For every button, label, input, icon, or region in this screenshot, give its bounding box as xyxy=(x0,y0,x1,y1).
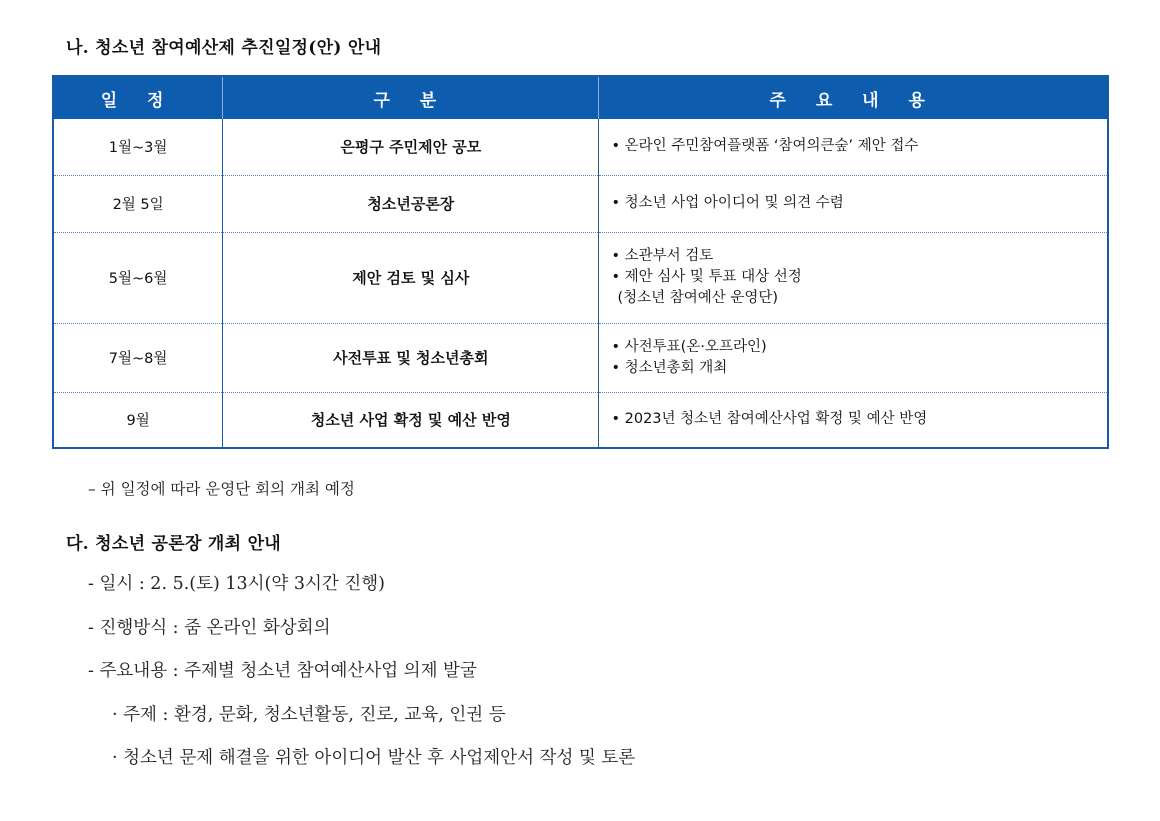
forum-item-datetime: - 일시 : 2. 5.(토) 13시(약 3시간 진행) xyxy=(88,574,385,594)
table-row xyxy=(53,232,1108,323)
row-date: 5월~6월 xyxy=(108,271,168,287)
forum-subitem-activity: · 청소년 문제 해결을 위한 아이디어 발산 후 사업제안서 작성 및 토론 xyxy=(112,748,636,768)
row-date: 2월 5일 xyxy=(112,197,164,213)
content-line: • 2023년 청소년 참여예산사업 확정 및 예산 반영 xyxy=(611,411,928,428)
row-date: 1월~3월 xyxy=(108,140,168,157)
content-line: • 청소년 사업 아이디어 및 의견 수렴 xyxy=(611,195,844,211)
section-title-schedule: 나. 청소년 참여예산제 추진일정(안) 안내 xyxy=(66,38,382,58)
row-date: 9월 xyxy=(126,413,150,430)
header-category: 구 분 xyxy=(223,76,599,119)
row-category: 사전투표 및 청소년총회 xyxy=(223,323,599,392)
table-row xyxy=(53,175,1108,232)
content-line: • 청소년총회 개최 xyxy=(611,359,728,376)
row-contents xyxy=(599,232,1108,323)
row-category: 은평구 주민제안 공모 xyxy=(223,119,599,175)
table-row xyxy=(53,323,1108,392)
row-category: 제안 검토 및 심사 xyxy=(223,232,599,323)
forum-item-contents: - 주요내용 : 주제별 청소년 참여예산사업 의제 발굴 xyxy=(88,661,477,681)
header-schedule: 일 정 xyxy=(53,76,223,119)
row-contents xyxy=(599,323,1108,392)
row-contents xyxy=(599,119,1108,175)
content-line: • 사전투표(온·오프라인) xyxy=(611,338,767,355)
schedule-note: – 위 일정에 따라 운영단 회의 개최 예정 xyxy=(88,480,355,498)
header-contents: 주 요 내 용 xyxy=(599,76,1108,119)
content-line: • 온라인 주민참여플랫폼 ‘참여의큰숲’ 제안 접수 xyxy=(611,138,919,155)
row-category: 청소년공론장 xyxy=(223,175,599,232)
schedule-table xyxy=(52,75,1109,449)
table-header-row xyxy=(53,76,1108,119)
content-line: • 소관부서 검토 xyxy=(611,248,714,264)
row-category: 청소년 사업 확정 및 예산 반영 xyxy=(223,392,599,448)
forum-subitem-topics: · 주제 : 환경, 문화, 청소년활동, 진로, 교육, 인권 등 xyxy=(112,705,506,725)
forum-item-method: - 진행방식 : 줌 온라인 화상회의 xyxy=(88,618,331,638)
row-contents xyxy=(599,392,1108,448)
content-line: (청소년 참여예산 운영단) xyxy=(617,290,779,306)
row-date: 7월~8월 xyxy=(108,351,168,367)
content-line: • 제안 심사 및 투표 대상 선정 xyxy=(611,269,802,285)
row-contents xyxy=(599,175,1108,232)
table-row xyxy=(53,392,1108,448)
table-row xyxy=(53,119,1108,175)
section-title-forum: 다. 청소년 공론장 개최 안내 xyxy=(66,534,282,554)
